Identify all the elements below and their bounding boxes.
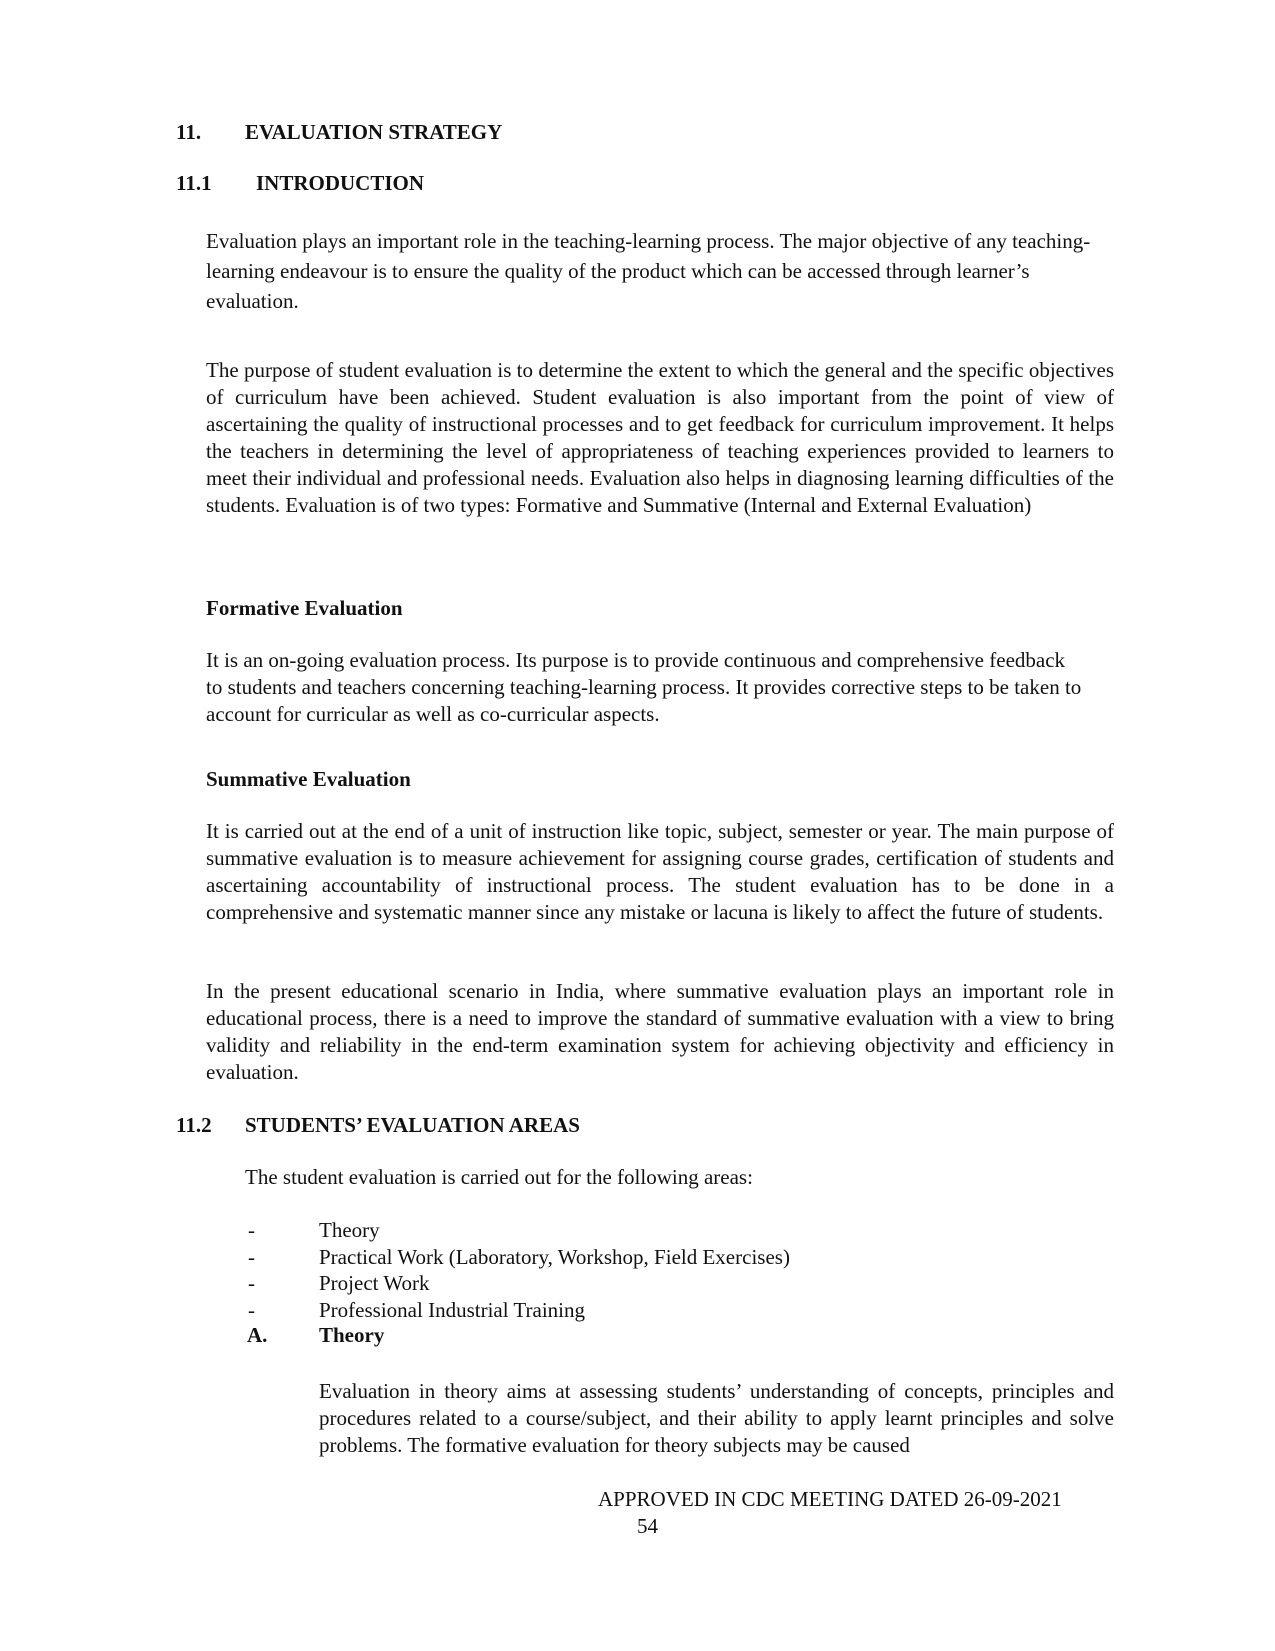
areas-title: STUDENTS’ EVALUATION AREAS bbox=[245, 1113, 580, 1137]
list-item-text: Professional Industrial Training bbox=[319, 1298, 585, 1322]
list-item-text: Practical Work (Laboratory, Workshop, Field Exercises) bbox=[319, 1245, 790, 1269]
page-number: 54 bbox=[637, 1514, 658, 1538]
approval-footer: APPROVED IN CDC MEETING DATED 26-09-2021 bbox=[598, 1487, 1062, 1511]
list-item-text: Theory bbox=[319, 1218, 380, 1242]
intro-number: 11.1 bbox=[176, 171, 212, 195]
list-bullet: - bbox=[248, 1218, 255, 1242]
list-item bbox=[0, 1297, 1275, 1324]
summative-paragraph-2: In the present educational scenario in India, where summative evaluation plays an important role in educational process, there is a need to improve the standard of summative evaluation with a view to bring validity and reliability in the end-term examination system for achieving objectivity and efficiency in evaluation. bbox=[206, 979, 1114, 1084]
intro-paragraph-1: Evaluation plays an important role in the teaching-learning process. The major objective of any teaching-learning endeavour is to ensure the quality of the product which can be accessed through learner’s evaluation. bbox=[206, 229, 1091, 313]
summative-paragraph-1: It is carried out at the end of a unit of instruction like topic, subject, semester or year. The main purpose of summative evaluation is to measure achievement for assigning course grades, certification of students and ascertaining accountability of instructional process. The student evaluation has to be done in a comprehensive and systematic manner since any mistake or lacuna is likely to affect the future of students. bbox=[206, 819, 1114, 924]
theory-heading: Theory bbox=[319, 1323, 385, 1347]
formative-heading: Formative Evaluation bbox=[206, 596, 403, 620]
list-bullet: - bbox=[248, 1298, 255, 1322]
list-item bbox=[0, 1217, 1275, 1244]
section-number: 11. bbox=[176, 120, 202, 144]
intro-title: INTRODUCTION bbox=[256, 171, 425, 195]
formative-paragraph: It is an on-going evaluation process. Its purpose is to provide continuous and comprehensive feedback to students and teachers concerning teaching-learning process. It provides corrective steps to be taken to account for curricular as well as co-curricular aspects. bbox=[206, 648, 1082, 726]
areas-number: 11.2 bbox=[176, 1113, 212, 1137]
areas-lead: The student evaluation is carried out for the following areas: bbox=[245, 1165, 753, 1189]
intro-paragraph-2: The purpose of student evaluation is to determine the extent to which the general and the specific objectives of curriculum have been achieved. Student evaluation is also important from the point of view of ascertaining the quality of instructional processes and to get feedback for curriculum improvement. It helps the teachers in determining the level of appropriateness of teaching experiences provided to learners to meet their individual and professional needs. Evaluation also helps in diagnosing learning difficulties of the students. Evaluation is of two types: Formative and Summative (Internal and External Evaluation) bbox=[206, 358, 1114, 517]
list-item bbox=[0, 1270, 1275, 1297]
list-item-text: Project Work bbox=[319, 1271, 430, 1295]
summative-heading: Summative Evaluation bbox=[206, 767, 411, 791]
list-bullet: - bbox=[248, 1245, 255, 1269]
theory-marker: A. bbox=[247, 1323, 268, 1347]
list-item bbox=[0, 1244, 1275, 1271]
list-bullet: - bbox=[248, 1271, 255, 1295]
theory-paragraph: Evaluation in theory aims at assessing students’ understanding of concepts, principles and procedures related to a course/subject, and their ability to apply learnt principles and solve problems. The formative evaluation for theory subjects may be caused bbox=[319, 1379, 1114, 1457]
section-title: EVALUATION STRATEGY bbox=[245, 120, 503, 144]
